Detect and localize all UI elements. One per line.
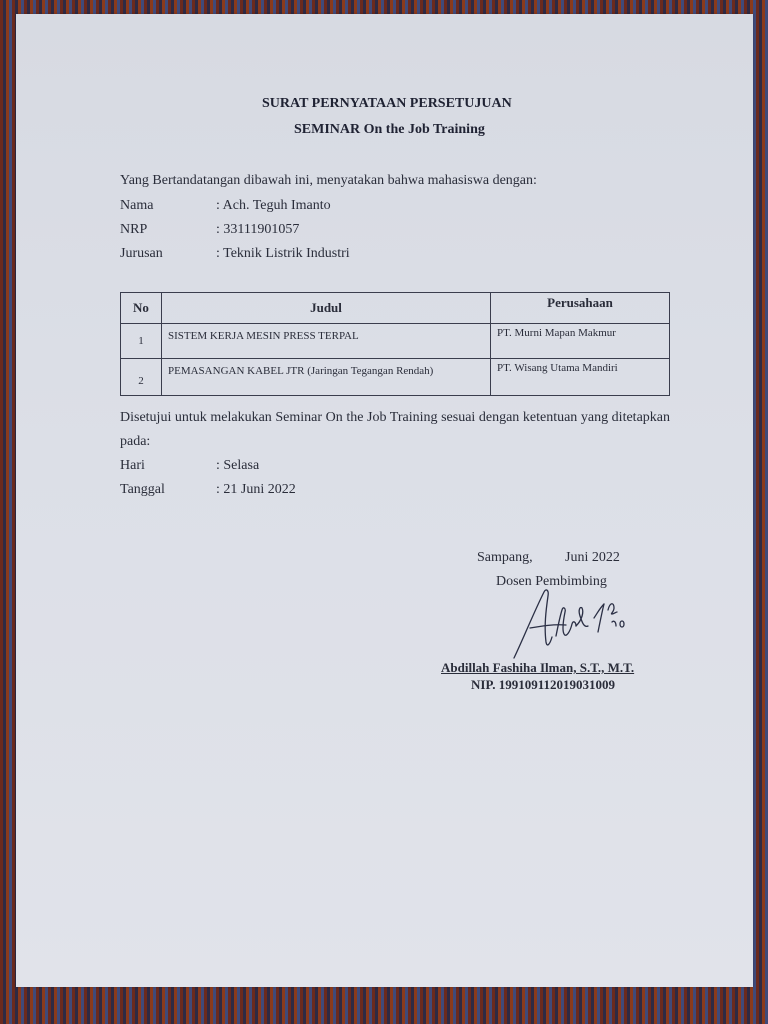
name-label: Nama (120, 198, 154, 213)
signatory-name: Abdillah Fashiha Ilman, S.T., M.T. (441, 660, 635, 675)
day-label: Hari (120, 458, 145, 473)
training-table (120, 292, 670, 396)
row-perusahaan: PT. Murni Mapan Makmur (491, 324, 670, 359)
document-subtitle (294, 122, 485, 138)
header-perusahaan: Perusahaan (491, 293, 670, 324)
row-no: 1 (121, 324, 162, 359)
table-header-row (121, 293, 670, 324)
day-value: : Selasa (216, 458, 260, 473)
handwritten-signature (500, 582, 650, 662)
date-value: : 21 Juni 2022 (216, 482, 296, 497)
department-label: Jurusan (120, 246, 163, 261)
subtitle-rest: On the Job Training (360, 122, 485, 137)
signature-place: Sampang, (477, 550, 533, 565)
nrp-value: : 33111901057 (216, 222, 300, 237)
header-no: No (121, 293, 162, 324)
row-perusahaan: PT. Wisang Utama Mandiri (491, 359, 670, 396)
intro-text: Yang Bertandatangan dibawah ini, menyatakan bahwa mahasiswa dengan: (120, 173, 537, 188)
nrp-label: NRP (120, 222, 148, 237)
date-label: Tanggal (120, 482, 165, 497)
document-paper (16, 14, 753, 987)
row-judul: PEMASANGAN KABEL JTR (Jaringan Tegangan Rendah) (162, 359, 491, 396)
row-judul: SISTEM KERJA MESIN PRESS TERPAL (162, 324, 491, 359)
signature-role: Dosen Pembimbing (496, 574, 607, 589)
document-title: SURAT PERNYATAAN PERSETUJUAN (262, 96, 512, 111)
name-value: : Ach. Teguh Imanto (216, 198, 331, 213)
department-value: : Teknik Listrik Industri (216, 246, 350, 261)
table-row (121, 324, 670, 359)
header-judul: Judul (162, 293, 491, 324)
signatory-nip: NIP. 199109112019031009 (471, 677, 615, 692)
subtitle-seminar: SEMINAR (294, 122, 361, 137)
table-row (121, 359, 670, 396)
signature-date: Juni 2022 (565, 550, 620, 565)
row-no: 2 (121, 359, 162, 396)
approval-text: Disetujui untuk melakukan Seminar On the Job Training sesuai dengan ketentuan yang ditetapkan pada: (120, 410, 670, 449)
